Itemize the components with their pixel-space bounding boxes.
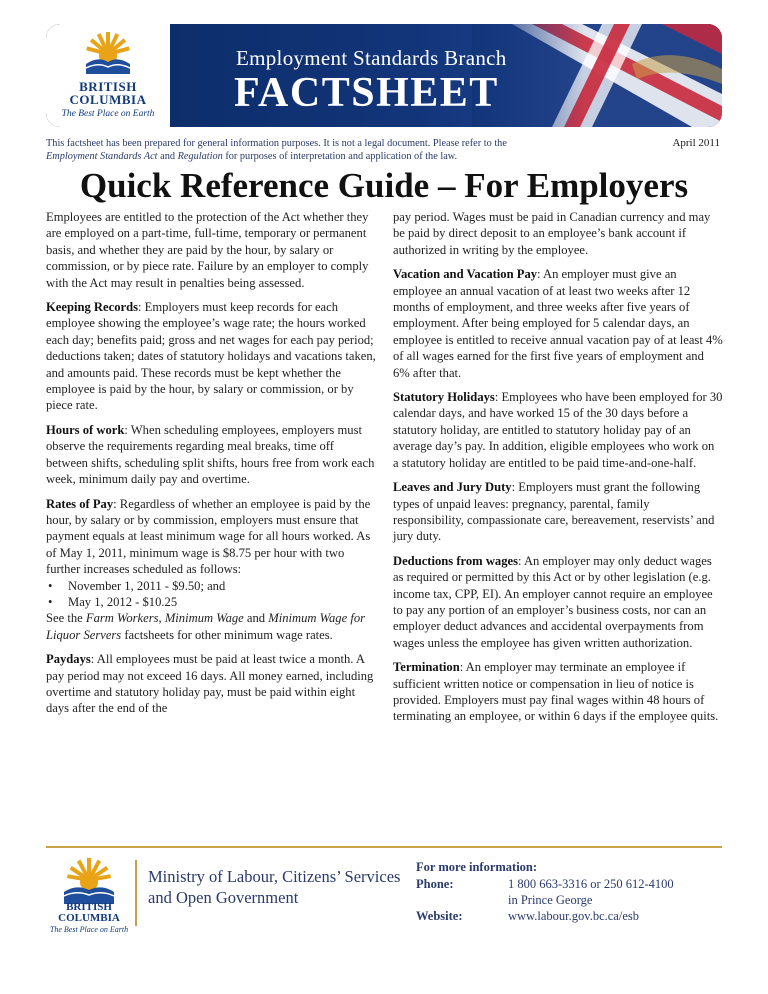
footer-vertical-divider: [135, 860, 137, 926]
vacation-section: [393, 266, 723, 381]
deductions-heading: Deductions from wages: [393, 553, 518, 568]
hours-of-work-heading: Hours of work: [46, 422, 125, 437]
see-and: and: [243, 611, 269, 626]
statutory-holidays-text: : Employees who have been employed for 30 calendar days, and have worked 15 of the 30 days before a statutory holiday, are entitled to statutory holiday pay of an average day’s pay. In addition, eligible employees who work on a statutory holiday are entitled to be paid time-and-one-half.: [393, 390, 723, 470]
deductions-text: : An employer may only deduct wages as required or permitted by this Act or by other legislation (e.g. income tax, CPP, EI). An employer cannot require an employee to pay any portion of an employer’s business costs, nor can an employer deduct advances and accidental overpayments from wages unless the employee has given written authorization.: [393, 553, 713, 650]
logo-name-line1: BRITISH: [79, 79, 137, 94]
vacation-text: : An employer must give an employee an annual vacation of at least two weeks after 12 months of employment, and three weeks after five years of employment. After being employed for 5 calendar days, an employee is entitled to receive annual vacation pay of at least 4% of all wages earned for the first five years of employment and 6% after that.: [393, 267, 723, 380]
ministry-name: [148, 866, 400, 908]
more-info-heading: [416, 859, 537, 875]
leaves-section: [393, 479, 723, 545]
disclaimer-rest: for purposes of interpretation and application of the law.: [222, 151, 458, 162]
phone-location: in Prince George: [508, 893, 593, 907]
ministry-line1: Ministry of Labour, Citizens’ Services: [148, 867, 401, 886]
termination-heading: Termination: [393, 660, 460, 675]
rates-of-pay-section: [46, 496, 376, 578]
statutory-holidays-section: [393, 389, 723, 471]
logo-name-line2: COLUMBIA: [69, 92, 147, 107]
see-text-1: See the: [46, 611, 86, 626]
right-column: [393, 209, 723, 733]
paydays-continued: pay period. Wages must be paid in Canadian currency and may be paid by direct deposit to an employee’s bank account if authorized in writing by the employee.: [393, 210, 711, 257]
regulation-text: Regulation: [177, 151, 223, 162]
paydays-heading: Paydays: [46, 652, 91, 667]
disclaimer-line1: This factsheet has been prepared for general information purposes. It is not a legal document. Please refer to the: [46, 138, 507, 149]
deductions-section: [393, 553, 723, 651]
paydays-text: : All employees must be paid at least twice a month. A pay period may not exceed 16 days. All money earned, including overtime and statutory holiday pay, must be paid within eight days after the end of the: [46, 652, 374, 716]
statutory-holidays-heading: Statutory Holidays: [393, 390, 495, 405]
list-item: [46, 578, 376, 594]
more-info-label: For more information:: [416, 860, 538, 874]
see-text-2: factsheets for other minimum wage rates.: [121, 627, 333, 642]
hours-of-work-text: : When scheduling employees, employers must observe the requirements regarding meal breaks, time off between shifts, scheduling split shifts, hours free from work each week, minimum daily pay and overtime.: [46, 422, 375, 487]
termination-section: [393, 659, 723, 725]
rates-of-pay-heading: Rates of Pay: [46, 496, 114, 511]
logo-tagline: The Best Place on Earth: [61, 109, 155, 119]
intro-paragraph: Employees are entitled to the protection of the Act whether they are employed on a part-time, full-time, temporary or permanent basis, and whether they are paid by the hour, by salary or commission, or by piece rate. Failure by an employer to comply with the Act may result in penalties being assessed.: [46, 210, 369, 290]
publication-date: April 2011: [672, 137, 720, 149]
keeping-records-heading: Keeping Records: [46, 300, 138, 315]
vacation-heading: Vacation and Vacation Pay: [393, 267, 538, 282]
disclaimer: [46, 137, 606, 163]
paydays-section: [46, 651, 376, 717]
liquor-servers-ref: Minimum Wage for Liquor Servers: [46, 611, 366, 642]
bullet-icon: •: [48, 578, 53, 593]
footer-logo-name-1: BRITISH: [66, 901, 112, 913]
wage-increase-list: [46, 578, 376, 611]
bc-logo: [46, 24, 170, 127]
list-item: [46, 594, 376, 610]
keeping-records-text: : Employers must keep records for each employee showing the employee’s wage rate; the hours worked each day; benefits paid; gross and net wages for each pay period; deductions taken; dates of statutory holidays and vacations taken, and amounts paid. These records must be kept whether the employee is paid by the hour, by salary or commission, or by piece rate.: [46, 300, 376, 413]
bullet-text-1: November 1, 2011 - $9.50; and: [68, 578, 226, 593]
factsheet-label: FACTSHEET: [234, 70, 499, 116]
ministry-line2: and Open Government: [148, 888, 299, 907]
branch-name: Employment Standards Branch: [236, 46, 507, 70]
bullet-icon: •: [48, 594, 53, 609]
disclaimer-and: and: [157, 151, 178, 162]
website-label: Website:: [416, 909, 463, 923]
footer-divider: [46, 846, 722, 848]
see-factsheets-note: [46, 610, 376, 643]
bullet-text-2: May 1, 2012 - $10.25: [68, 594, 178, 609]
sun-logo-icon: [84, 32, 132, 74]
footer-sun-logo-icon: [44, 858, 134, 904]
footer-logo-name-2: COLUMBIA: [58, 912, 120, 924]
website-link[interactable]: www.labour.gov.bc.ca/esb: [508, 909, 639, 923]
flag-graphic: [472, 24, 722, 127]
act-link-text: Employment Standards Act: [46, 151, 158, 162]
rates-of-pay-text: : Regardless of whether an employee is paid by the hour, by salary or by commission, employers must ensure that payment equals at least minimum wage for all hours worked. As of May 1, 2011, minimum wage is $8.75 per hour with two further increases scheduled as follows:: [46, 496, 371, 577]
farm-workers-ref: Farm Workers, Minimum Wage: [85, 611, 244, 626]
header-banner: [46, 24, 722, 127]
phone-number: 1 800 663-3316 or 250 612-4100: [508, 877, 674, 891]
leaves-heading: Leaves and Jury Duty: [393, 480, 512, 495]
left-column: [46, 209, 376, 725]
leaves-text: : Employers must grant the following types of unpaid leaves: pregnancy, parental, family responsibility, compassionate care, bereavement, reservists’ and jury duty.: [393, 480, 715, 544]
keeping-records-section: [46, 299, 376, 414]
termination-text: : An employer may terminate an employee if sufficient written notice or compensation in lieu of notice is provided. Employers must pay final wages within 48 hours of terminating an employee, or within 6 days if the employee quits.: [393, 660, 719, 724]
phone-label: Phone:: [416, 877, 454, 891]
hours-of-work-section: [46, 422, 376, 488]
footer-logo-tagline: The Best Place on Earth: [49, 925, 129, 934]
footer-bc-logo: [44, 858, 134, 938]
page-title: Quick Reference Guide – For Employers: [79, 166, 689, 205]
